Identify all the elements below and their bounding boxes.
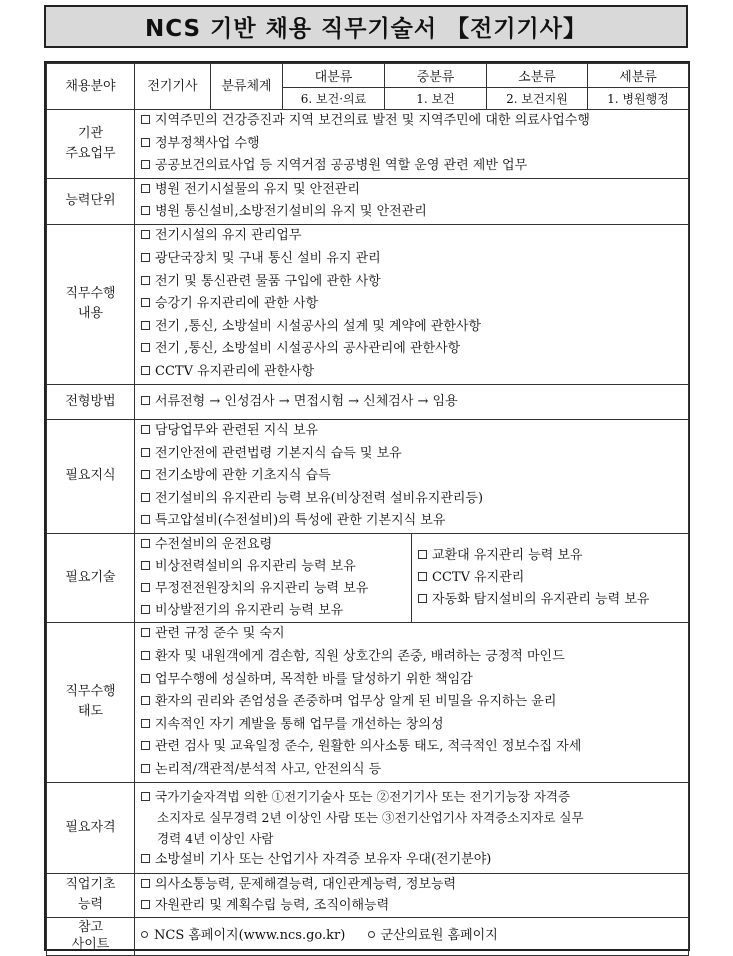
category-major-name: 대분류	[283, 64, 385, 88]
category-detail-value: 1. 병원행정	[588, 88, 689, 110]
checkbox-square-icon	[141, 583, 150, 592]
row-qualification	[47, 782, 689, 873]
label-line: 내용	[77, 306, 104, 322]
checkbox-square-icon	[141, 343, 150, 352]
checkbox-square-icon	[418, 572, 427, 581]
checkbox-square-icon	[141, 366, 150, 375]
row-label: 필요지식	[47, 419, 135, 533]
list-item: 환자의 권리와 존엄성을 존중하며 업무상 알게 된 비밀을 유지하는 윤리	[135, 691, 688, 714]
checkbox-square-icon	[418, 550, 427, 559]
label-line: 주요업무	[65, 145, 116, 161]
list-item: 승강기 유지관리에 관한 사항	[135, 293, 688, 316]
label-line: 태도	[77, 704, 104, 720]
checkbox-square-icon	[141, 854, 150, 863]
list-item: 수전설비의 운전요령	[135, 534, 411, 556]
checkbox-square-icon	[141, 493, 150, 502]
label-line: 사이트	[71, 937, 110, 953]
list-item: 지역주민의 건강증진과 지역 보건의료 발전 및 지역주민에 대한 의료사업수행	[135, 110, 688, 133]
list-item: 병원 통신설비,소방전기설비의 유지 및 안전관리	[135, 201, 688, 224]
label-line: 기관	[77, 125, 104, 141]
skills-split	[135, 534, 688, 622]
label-line: 직무수행	[65, 286, 116, 302]
list-item: 정부정책사업 수행	[135, 133, 688, 156]
list-item: 특고압설비(수전설비)의 특성에 관한 기본지식 보유	[135, 510, 688, 533]
row-label	[47, 917, 135, 955]
list-item: 전기설비의 유지관리 능력 보유(비상전력 설비유지관리등)	[135, 488, 688, 511]
list-item: CCTV 유지관리	[412, 567, 688, 589]
reference-hospital[interactable]: 군산의료원 홈페이지	[368, 928, 498, 943]
checkbox-square-icon	[141, 719, 150, 728]
field-label: 채용분야	[47, 64, 135, 110]
row-content	[135, 178, 689, 224]
category-middle-value: 1. 보건	[385, 88, 487, 110]
label-line: 직무수행	[65, 684, 116, 700]
label-line: 능력	[77, 897, 104, 913]
row-content	[135, 419, 689, 533]
checkbox-square-icon	[141, 605, 150, 614]
row-label	[47, 110, 135, 179]
checkbox-square-icon	[141, 879, 150, 888]
list-item: 전기소방에 관한 기초지식 습득	[135, 465, 688, 488]
checkbox-square-icon	[418, 594, 427, 603]
list-item: 전기 및 통신관련 물품 구입에 관한 사항	[135, 271, 688, 294]
checkbox-square-icon	[141, 115, 150, 124]
list-item: 담당업무와 관련된 지식 보유	[135, 420, 688, 443]
field-value: 전기기사	[135, 64, 211, 110]
row-selection	[47, 384, 689, 419]
document-title: NCS 기반 채용 직무기술서 【전기기사】	[44, 5, 688, 48]
checkbox-square-icon	[141, 651, 150, 660]
row-content	[135, 782, 689, 873]
list-item: CCTV 유지관리에 관한사항	[135, 361, 688, 384]
checkbox-square-icon	[141, 321, 150, 330]
row-content	[135, 622, 689, 782]
list-item: 비상전력설비의 유지관리 능력 보유	[135, 556, 411, 578]
checkbox-square-icon	[141, 184, 150, 193]
label-line: 참고	[77, 920, 104, 936]
checkbox-square-icon	[141, 792, 150, 801]
checkbox-square-icon	[141, 206, 150, 215]
reference-list	[135, 925, 688, 948]
list-item: 전기 ,통신, 소방설비 시설공사의 설계 및 계약에 관한사항	[135, 316, 688, 339]
list-item-continuation: 경력 4년 이상인 사람	[157, 830, 274, 846]
checkbox-square-icon	[141, 253, 150, 262]
list-item-continuation: 소지자로 실무경력 2년 이상인 사람 또는 ③전기산업기사 자격증소지자로 실무	[157, 809, 584, 825]
checkbox-square-icon	[141, 230, 150, 239]
row-label: 능력단위	[47, 178, 135, 224]
category-minor-name: 소분류	[487, 64, 588, 88]
job-description-sheet	[44, 61, 690, 951]
list-item: 무정전전원장치의 유지관리 능력 보유	[135, 578, 411, 600]
list-item: 환자 및 내원객에게 겸손함, 직원 상호간의 존중, 배려하는 긍정적 마인드	[135, 646, 688, 669]
checkbox-square-icon	[141, 674, 150, 683]
row-label: 필요기술	[47, 533, 135, 622]
skills-left-column	[135, 534, 412, 622]
list-item: 논리적/객관적/분석적 사고, 안전의식 등	[135, 759, 688, 782]
list-item: 서류전형 → 인성검사 → 면접시험 → 신체검사 → 임용	[135, 391, 688, 414]
category-detail-name: 세분류	[588, 64, 689, 88]
row-content	[135, 917, 689, 955]
checkbox-square-icon	[141, 448, 150, 457]
checkbox-square-icon	[141, 696, 150, 705]
checkbox-square-icon	[141, 298, 150, 307]
list-item: 전기시설의 유지 관리업무	[135, 225, 688, 248]
row-skills	[47, 533, 689, 622]
checkbox-square-icon	[141, 396, 150, 405]
category-major-value: 6. 보건·의료	[283, 88, 385, 110]
row-label: 필요자격	[47, 782, 135, 873]
checkbox-square-icon	[141, 561, 150, 570]
job-description-table	[46, 63, 689, 956]
circle-bullet-icon	[368, 931, 375, 938]
row-content	[135, 533, 689, 622]
system-label: 분류체계	[211, 64, 283, 110]
checkbox-square-icon	[141, 741, 150, 750]
list-item: 비상발전기의 유지관리 능력 보유	[135, 600, 411, 622]
row-attitude	[47, 622, 689, 782]
row-label	[47, 873, 135, 917]
label-line: 직업기초	[65, 877, 116, 893]
row-org-duty	[47, 110, 689, 179]
list-item: 전기 ,통신, 소방설비 시설공사의 공사관리에 관한사항	[135, 338, 688, 361]
skills-right-column	[412, 534, 688, 622]
checkbox-square-icon	[141, 138, 150, 147]
checkbox-square-icon	[141, 539, 150, 548]
row-content	[135, 384, 689, 419]
list-item: 의사소통능력, 문제해결능력, 대인관계능력, 정보능력	[135, 874, 688, 895]
list-item: 공공보건의료사업 등 지역거점 공공병원 역할 운영 관련 제반 업무	[135, 155, 688, 178]
checkbox-square-icon	[141, 276, 150, 285]
checkbox-square-icon	[141, 900, 150, 909]
list-item: 교환대 유지관리 능력 보유	[412, 545, 688, 567]
checkbox-square-icon	[141, 515, 150, 524]
row-content	[135, 110, 689, 179]
list-item: 지속적인 자기 계발을 통해 업무를 개선하는 창의성	[135, 714, 688, 737]
row-label	[47, 224, 135, 384]
list-item: 자원관리 및 계획수립 능력, 조직이해능력	[135, 895, 688, 916]
category-minor-value: 2. 보건지원	[487, 88, 588, 110]
row-label: 전형방법	[47, 384, 135, 419]
list-item: 자동화 탐지설비의 유지관리 능력 보유	[412, 589, 688, 611]
checkbox-square-icon	[141, 470, 150, 479]
row-ability-unit	[47, 178, 689, 224]
row-content	[135, 224, 689, 384]
row-basic-ability	[47, 873, 689, 917]
checkbox-square-icon	[141, 425, 150, 434]
reference-ncs[interactable]: NCS 홈페이지(www.ncs.go.kr)	[141, 928, 345, 943]
row-label	[47, 622, 135, 782]
list-item: 소방설비 기사 또는 산업기사 자격증 보유자 우대(전기분야)	[135, 849, 688, 870]
list-item: 관련 규정 준수 및 숙지	[135, 623, 688, 646]
list-item: 업무수행에 성실하며, 목적한 바를 달성하기 위한 책임감	[135, 669, 688, 692]
list-item: 관련 검사 및 교육일정 준수, 원활한 의사소통 태도, 적극적인 정보수집 자세	[135, 736, 688, 759]
list-item: 병원 전기시설물의 유지 및 안전관리	[135, 179, 688, 202]
checkbox-square-icon	[141, 764, 150, 773]
circle-bullet-icon	[141, 931, 148, 938]
row-reference	[47, 917, 689, 955]
category-middle-name: 중분류	[385, 64, 487, 88]
row-knowledge	[47, 419, 689, 533]
row-content	[135, 873, 689, 917]
list-item: 전기안전에 관련법령 기본지식 습득 및 보유	[135, 443, 688, 466]
checkbox-square-icon	[141, 628, 150, 637]
checkbox-square-icon	[141, 160, 150, 169]
list-item: 광단국장치 및 구내 통신 설비 유지 관리	[135, 248, 688, 271]
list-item: 국가기술자격법 의한 ①전기기술사 또는 ②전기기사 또는 전기기능장 자격증	[135, 786, 688, 807]
row-duty-content	[47, 224, 689, 384]
